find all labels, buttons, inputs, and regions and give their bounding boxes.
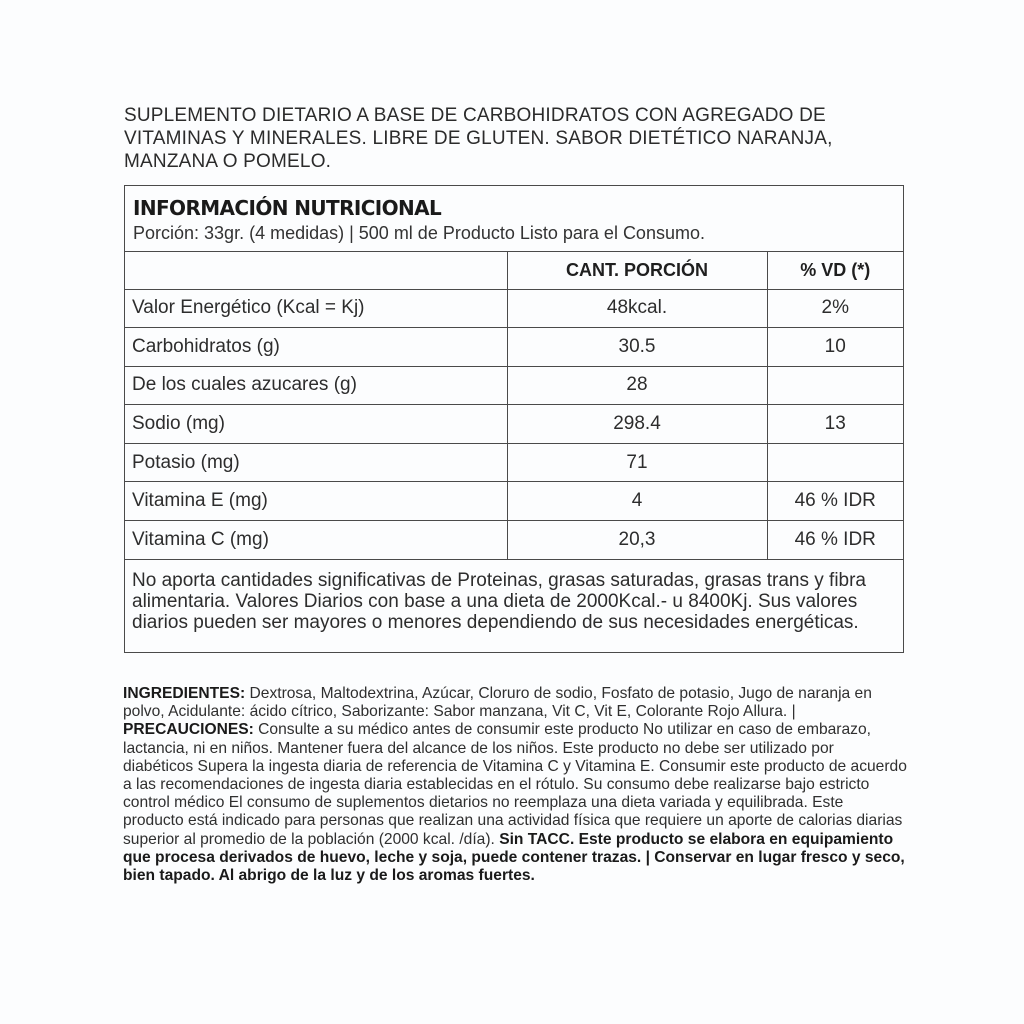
nutrition-title: INFORMACIÓN NUTRICIONAL [133,196,442,220]
nutrient-amount: 71 [507,443,767,482]
nutrient-amount: 20,3 [507,521,767,560]
nutrient-name: Vitamina E (mg) [125,482,507,521]
column-header-amount: CANT. PORCIÓN [507,252,767,289]
table-row [125,366,903,405]
nutrient-name: Potasio (mg) [125,443,507,482]
nutrient-vd: 2% [767,289,903,328]
ingredients-label: INGREDIENTES: [123,685,246,702]
nutrient-name: Valor Energético (Kcal = Kj) [125,289,507,328]
table-row [125,482,903,521]
column-header-nutrient [125,252,507,289]
nutrient-name: De los cuales azucares (g) [125,366,507,405]
allergen-storage-note: Sin TACC. Este producto se elabora en equipamiento que procesa derivados de huevo, leche y soja, puede contener trazas. | Conservar en lugar fresco y seco, bien tapado. Al abrigo de la luz y de los aromas fuertes. [123,830,905,885]
nutrient-vd: 46 % IDR [767,521,903,560]
portion-info: Porción: 33gr. (4 medidas) | 500 ml de Producto Listo para el Consumo. [133,223,705,243]
ingredients-block [123,685,907,885]
nutrient-vd: 46 % IDR [767,482,903,521]
table-row [125,443,903,482]
nutrient-name: Carbohidratos (g) [125,328,507,367]
ingredients-text: Dextrosa, Maltodextrina, Azúcar, Cloruro de sodio, Fosfato de potasio, Jugo de naranja en polvo, Acidulante: ácido cítrico, Saborizante: Sabor manzana, Vit C, Vit E, Colorante Rojo Allura. | [123,685,872,721]
nutrient-vd: 10 [767,328,903,367]
nutrient-vd: 13 [767,405,903,444]
table-header-row [125,252,903,289]
nutrient-amount: 30.5 [507,328,767,367]
table-row [125,328,903,367]
table-row [125,521,903,560]
nutrient-vd [767,443,903,482]
nutrient-amount: 4 [507,482,767,521]
nutrition-header [125,186,903,252]
precautions-text: Consulte a su médico antes de consumir este producto No utilizar en caso de embarazo, lactancia, ni en niños. Mantener fuera del alcance de los niños. Este producto no debe ser utilizado por diabéticos Supera la ingesta diaria de referencia de Vitamina C y Vitamina E. Consumir este producto de acuerdo a las recomendaciones de ingesta diaria establecidas en el rótulo. Su consumo debe realizarse bajo estricto control médico El consumo de suplementos dietarios no reemplaza una dieta variada y equilibrada. Este producto está indicado para personas que realizan una actividad física que requiere un aporte de calorias diarias superior al promedio de la población (2000 kcal. /día). [123,721,907,848]
nutrient-amount: 48kcal. [507,289,767,328]
nutrition-footnote: No aporta cantidades significativas de Proteinas, grasas saturadas, grasas trans y fibra alimentaria. Valores Diarios con base a una dieta de 2000Kcal.- u 8400Kj. Sus valores diarios pueden ser mayores o menores dependiendo de sus necesidades energéticas. [132,569,866,633]
nutrient-amount: 298.4 [507,405,767,444]
column-header-vd: % VD (*) [767,252,903,289]
table-row [125,405,903,444]
nutrition-table [125,252,903,560]
nutrient-name: Sodio (mg) [125,405,507,444]
nutrient-amount: 28 [507,366,767,405]
nutrient-name: Vitamina C (mg) [125,521,507,560]
table-row [125,289,903,328]
product-description: SUPLEMENTO DIETARIO A BASE DE CARBOHIDRATOS CON AGREGADO DE VITAMINAS Y MINERALES. LIBRE DE GLUTEN. SABOR DIETÉTICO NARANJA, MANZANA O POMELO. [124,105,833,172]
precautions-label: PRECAUCIONES: [123,721,254,739]
nutrient-vd [767,366,903,405]
nutrition-panel [124,185,904,653]
